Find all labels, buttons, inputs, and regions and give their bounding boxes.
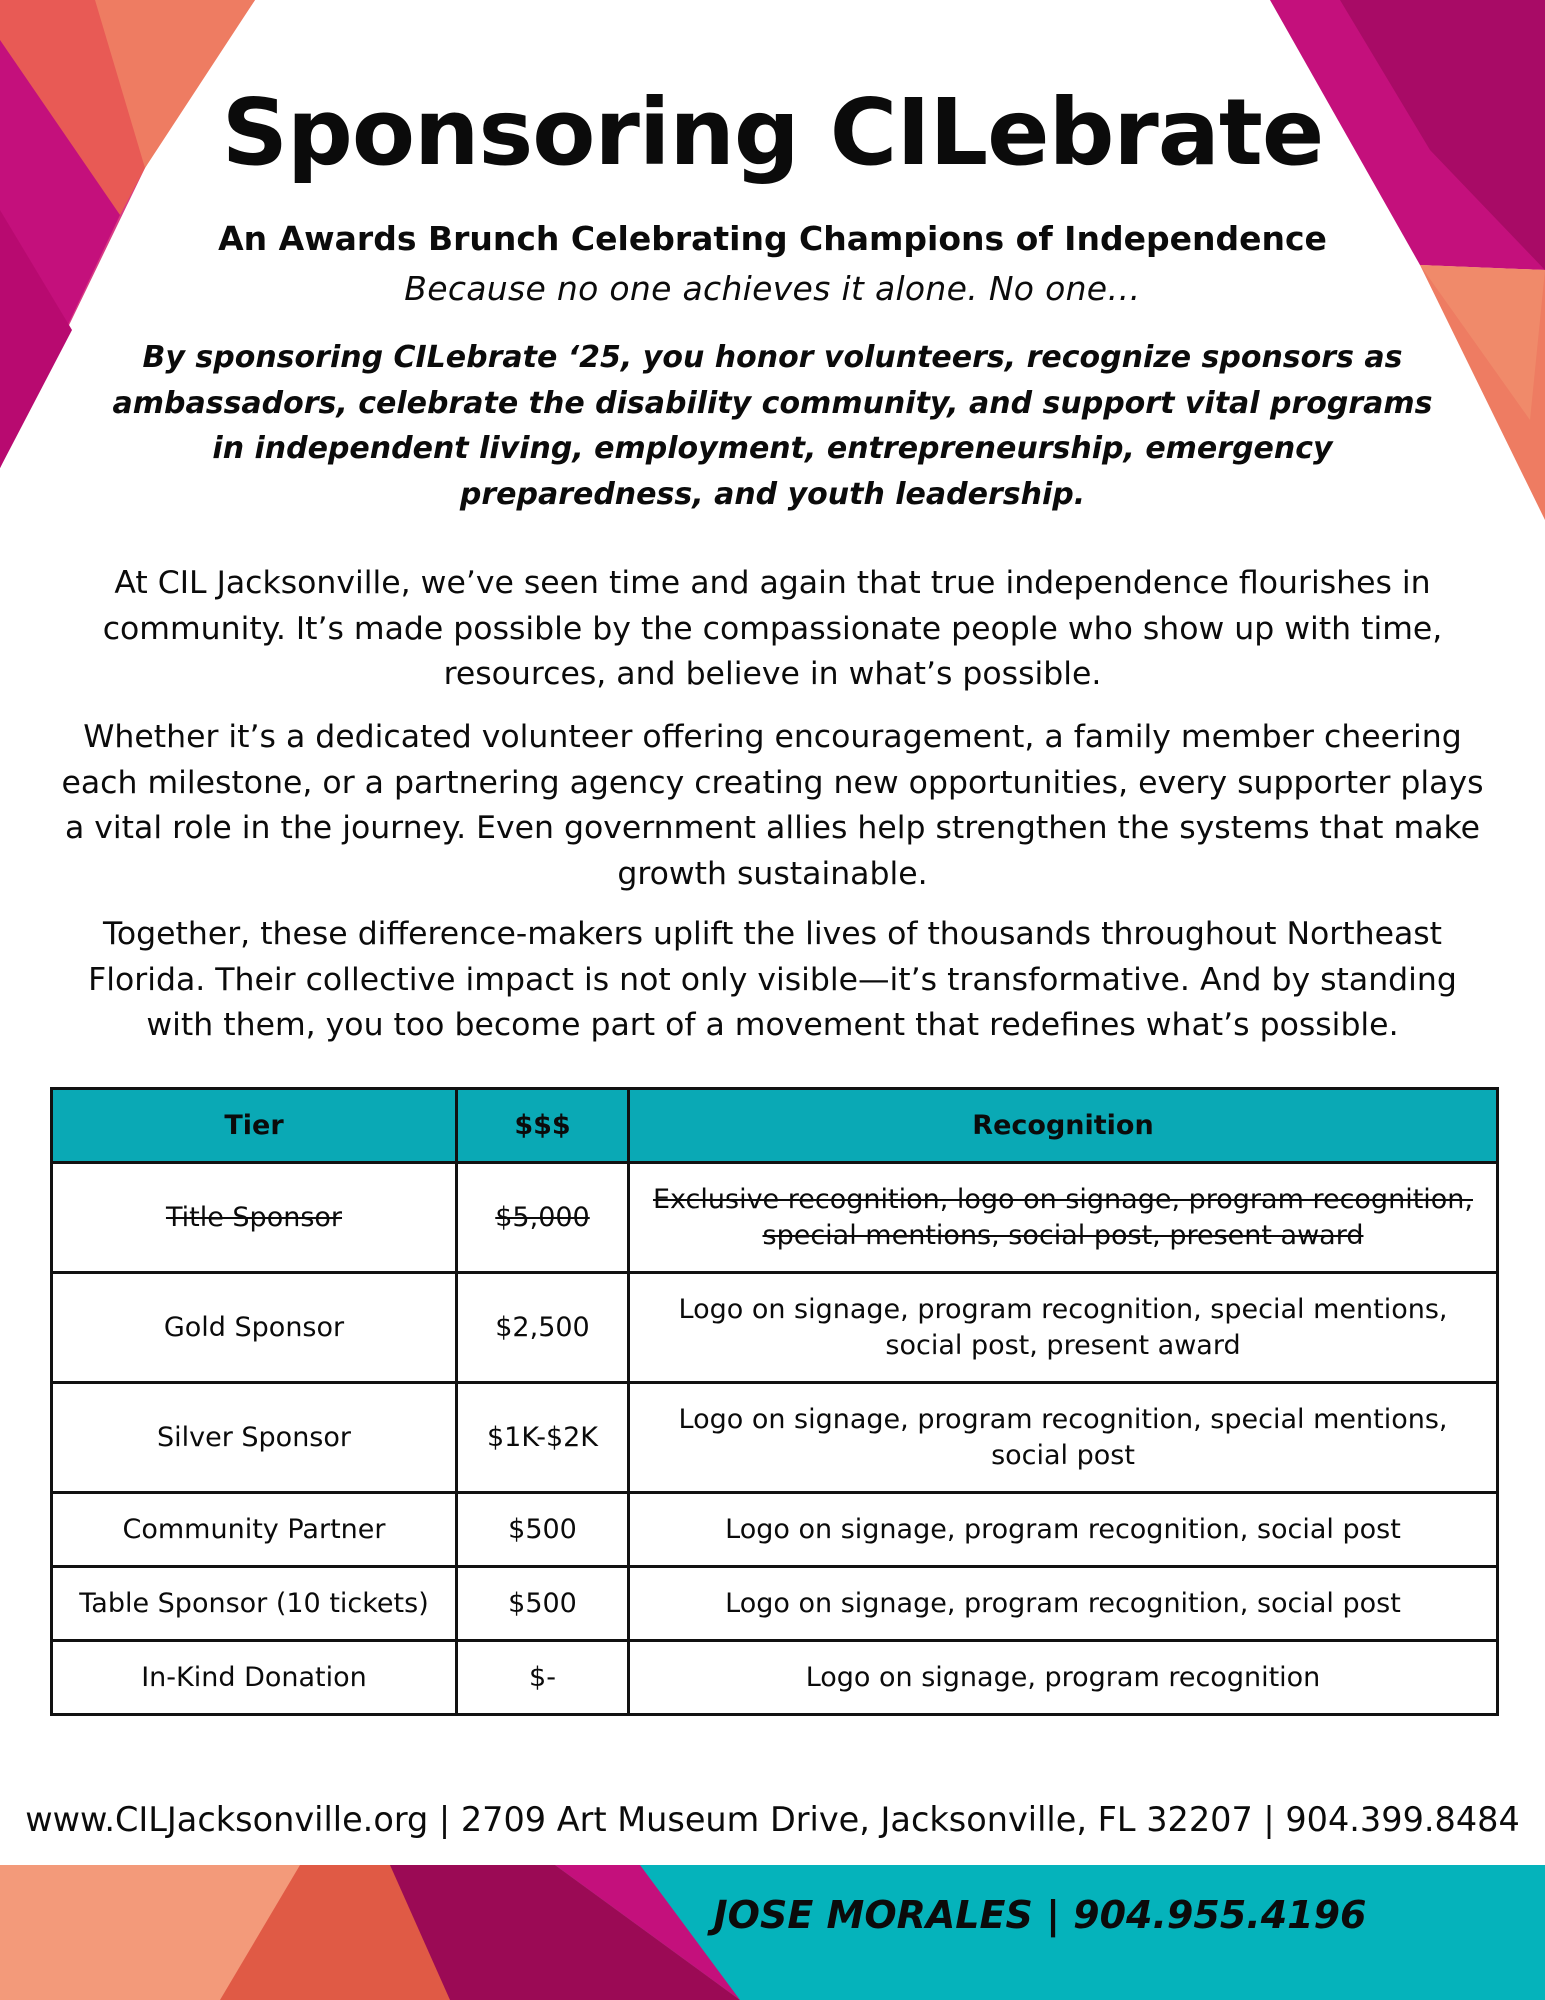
column-header-tier: Tier	[52, 1089, 457, 1163]
contact-person: JOSE MORALES | 904.955.4196	[713, 1893, 1367, 1937]
recognition-cell: Logo on signage, program recognition, special mentions, social post	[629, 1383, 1498, 1493]
recognition-cell: Logo on signage, program recognition, social post	[629, 1493, 1498, 1567]
table-row-gold-sponsor	[52, 1273, 1498, 1383]
body-paragraph: At CIL Jacksonville, we’ve seen time and again that true independence flourishes in community. It’s made possible by the compassionate people who show up with time, resources, and believe in what’s possible.	[102, 565, 1443, 692]
table-row-silver-sponsor	[52, 1383, 1498, 1493]
table-row-table-sponsor	[52, 1567, 1498, 1641]
tier-cell: In-Kind Donation	[52, 1641, 457, 1715]
recognition-cell: Logo on signage, program recognition	[629, 1641, 1498, 1715]
tier-cell: Silver Sponsor	[52, 1383, 457, 1493]
page-title: Sponsoring CILebrate	[221, 79, 1324, 186]
amount-cell: $2,500	[457, 1273, 629, 1383]
amount-cell: $5,000	[457, 1163, 629, 1273]
table-row-title-sponsor	[52, 1163, 1498, 1273]
sponsorship-tier-table	[50, 1087, 1499, 1716]
tier-cell: Community Partner	[52, 1493, 457, 1567]
recognition-cell: Logo on signage, program recognition, social post	[629, 1567, 1498, 1641]
lead-paragraph: By sponsoring CILebrate ‘25, you honor volunteers, recognize sponsors as ambassadors, celebrate the disability community, and support vital programs in independent living, employment, entrepreneurship, emergency preparedness, and youth leadership.	[112, 340, 1433, 512]
tier-cell: Gold Sponsor	[52, 1273, 457, 1383]
table-row-in-kind-donation	[52, 1641, 1498, 1715]
table-header-row	[52, 1089, 1498, 1163]
recognition-cell: Logo on signage, program recognition, special mentions, social post, present award	[629, 1273, 1498, 1383]
contact-line: www.CILJacksonville.org | 2709 Art Museum Drive, Jacksonville, FL 32207 | 904.399.8484	[25, 1800, 1520, 1839]
tagline: Because no one achieves it alone. No one…	[404, 269, 1141, 308]
tier-cell: Table Sponsor (10 tickets)	[52, 1567, 457, 1641]
amount-cell: $500	[457, 1493, 629, 1567]
column-header-amount: $$$	[457, 1089, 629, 1163]
tier-cell: Title Sponsor	[52, 1163, 457, 1273]
body-paragraph: Together, these difference-makers uplift the lives of thousands throughout Northeast Florida. Their collective impact is not only visible—it’s transformative. And by standing with them, you too become part of a movement that redefines what’s possible.	[88, 916, 1457, 1043]
column-header-recognition: Recognition	[629, 1089, 1498, 1163]
page-subtitle: An Awards Brunch Celebrating Champions of Independence	[218, 219, 1327, 258]
body-paragraph: Whether it’s a dedicated volunteer offering encouragement, a family member cheering each milestone, or a partnering agency creating new opportunities, every supporter plays a vital role in the journey. Even government allies help strengthen the systems that make growth sustainable.	[61, 719, 1484, 892]
recognition-cell: Exclusive recognition, logo on signage, program recognition, special mentions, social post, present award	[629, 1163, 1498, 1273]
amount-cell: $-	[457, 1641, 629, 1715]
table-row-community-partner	[52, 1493, 1498, 1567]
amount-cell: $1K-$2K	[457, 1383, 629, 1493]
amount-cell: $500	[457, 1567, 629, 1641]
